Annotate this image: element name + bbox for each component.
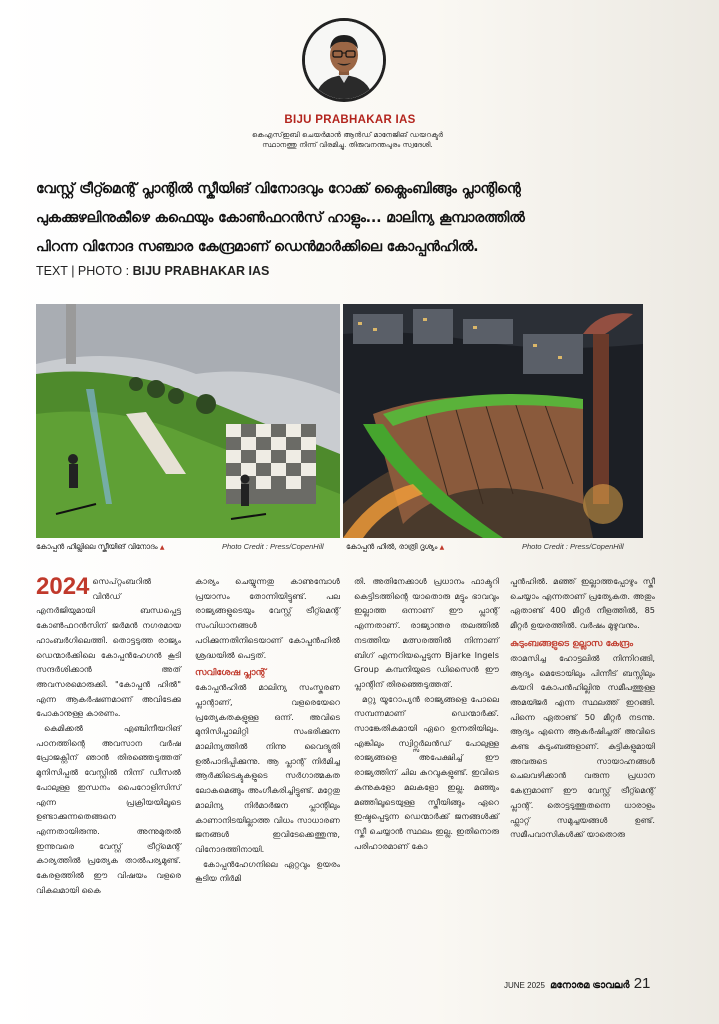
paragraph: താമസിച്ച ഹോട്ടലിൽ നിന്നിറങ്ങി, ആദ്യം മെട്രോയിലും പിന്നീട് ബസ്സിലും കയറി കോപൻഹില്ലിനു സമീപത്തുള്ള അമയ്ജർ എന്ന സ്ഥലത്ത് ഇറങ്ങി. പിന്നെ ഏതാണ്ട് 50 മീറ്റർ നടന്നു. ആദ്യം എന്നെ ആകർഷിച്ചത് അവിടെ കണ്ട കുടുംബങ്ങളാണ്. കുട്ടികളുമായി അവരുടെ സായാഹ്നങ്ങൾ ചെലവഴിക്കാൻ വരുന്ന പ്രധാന കേന്ദ്രമാണ് ഈ വേസ്റ്റ് ട്രീറ്റ്മെന്റ് പ്ലാന്റ്. തൊട്ടടുത്തുതന്നെ ധാരാളം ഫ്ലാറ്റ് സമുച്ചയങ്ങൾ ഉണ്ട്. സമീപവാസികൾക്ക് യാതൊരു bbox=[510, 652, 655, 840]
paragraph: കോപ്പൻഹേഗനിലെ ഏറ്റവും ഉയരം കൂടിയ നിർമി bbox=[195, 858, 340, 884]
paragraph: തി. അതിനേക്കാൾ പ്രധാനം ഫാക്ടറി കെട്ടിടത്തിന്റെ യാതൊരു മട്ടും ഭാവവും ഇല്ലാത്ത ഒന്നാണ് ഈ പ്ലാന്റ് എന്നതാണ്. രാജ്യാന്തര തലത്തിൽ നടത്തിയ മത്സരത്തിൽ നിന്നാണ് ബിഗ് എന്നറിയപ്പെടുന്ന Bjarke Ingels Group കമ്പനിയുടെ ഡിസൈൻ ഈ പ്ലാന്റിന് തിരഞ്ഞെടുത്തത്. bbox=[354, 576, 499, 689]
caption-photo-1-text: കോപ്പൻ ഹില്ലിലെ സ്കീയിങ് വിനോദം bbox=[36, 542, 158, 551]
page-footer bbox=[504, 975, 650, 992]
photo-skiing-slope bbox=[36, 304, 340, 538]
article-column-4 bbox=[510, 574, 655, 842]
caption-photo-1 bbox=[36, 542, 164, 552]
footer-brand: മനോരമ ട്രാവലർ bbox=[550, 980, 630, 991]
article-deck bbox=[36, 175, 676, 262]
article-column-1 bbox=[36, 574, 181, 897]
footer-issue: JUNE 2025 bbox=[504, 981, 545, 990]
section-heading-family-recreation: കുടുംബങ്ങളുടെ ഉല്ലാസ കേന്ദ്രം bbox=[510, 638, 633, 649]
byline-name: BIJU PRABHAKAR IAS bbox=[132, 264, 270, 278]
deck-line-1: വേസ്റ്റ് ട്രീറ്റ്മെന്റ് പ്ലാന്റിൽ സ്കീയിങ് വിനോദവും റോക്ക് ക്ലൈംബിങ്ങും പ്ലാന്റിന്റെ bbox=[36, 181, 521, 197]
author-description bbox=[205, 130, 490, 150]
page-number: 21 bbox=[633, 975, 651, 992]
paragraph: കോപ്പൻഹിൽ മാലിന്യ സംസ്കരണ പ്ലാന്റാണ്, വളരെയേറെ പ്രത്യേകതകളുള്ള ഒന്ന്. അവിടെ മുനിസിപ്പാലിറ്റി സംഭരിക്കുന്ന മാലിന്യത്തിൽ നിന്നു വൈദ്യുതി ഉൽപാദിപ്പിക്കുന്നു. ആ പ്ലാന്റ് നിർമിച്ച ആർക്കിടെക്ടുകളുടെ സർഗാത്മകത ലോകമെങ്ങും അംഗീകരിച്ചിട്ടുണ്ട്. മറ്റേതു മാലിന്യ നിർമാർജന പ്ലാന്റിലും കാണാനിടയില്ലാത്ത വിധം സാധാരണ ജനങ്ങൾ ഇവിടേക്കെത്തുന്നു, വിനോദത്തിനായി. bbox=[195, 682, 340, 854]
deck-line-3: പിറന്ന വിനോദ സഞ്ചാര കേന്ദ്രമാണ് ഡെൻമാർക്കിലെ കോപ്പൻഹിൽ. bbox=[36, 239, 479, 255]
deck-line-2: പുകക്കുഴലിനുകീഴെ കഫെയും കോൺഫറൻസ് ഹാളും... മാലിന്യ കൂമ്പാരത്തിൽ bbox=[36, 210, 525, 226]
paragraph: മറ്റു യൂറോപ്യൻ രാജ്യങ്ങളെ പോലെ സമ്പന്നമാണ് ഡെന്മാർക്ക്. സാങ്കേതികമായി ഏറെ ഉന്നതിയിലും. എങ്കിലും സ്വിറ്റ്സർലൻഡ് പോലുള്ള രാജ്യങ്ങളെ അപേക്ഷിച്ച് ഈ രാജ്യത്തിന് ചില കുറവുകളുണ്ട്. ഇവിടെ കുന്നുകളോ മലകളോ ഇല്ല. മഞ്ഞും മഞ്ഞിലൂടെയുള്ള സ്കീയിങ്ങും ഏറെ ഇഷ്ടപ്പെടുന്ന ഡെന്മാർക്ക് ജനങ്ങൾക്ക് സ്കീ ചെയ്യാൻ സ്ഥലം ഇല്ല. ഇതിനൊരു പരിഹാരമാണ് കോ bbox=[354, 693, 499, 851]
article-column-2 bbox=[195, 574, 340, 886]
photo-copenhill-night bbox=[343, 304, 643, 538]
byline-prefix: TEXT | PHOTO : bbox=[36, 264, 130, 278]
section-heading-special-plant: സവിശേഷ പ്ലാന്റ് bbox=[195, 668, 267, 679]
paragraph: പ്പൻഹിൽ. മഞ്ഞ് ഇല്ലാത്തപ്പോഴും സ്കീ ചെയ്യാം എന്നതാണ് പ്രത്യേകത. അതും ഏതാണ്ട് 400 മീറ്റർ നീളത്തിൽ, 85 മീറ്റർ ഉയരത്തിൽ. വർഷം മുഴുവനും. bbox=[510, 576, 655, 631]
author-name: BIJU PRABHAKAR IAS bbox=[284, 114, 416, 126]
author-portrait bbox=[302, 18, 386, 102]
article-column-3 bbox=[354, 574, 499, 853]
author-description-line2: സ്ഥാനത്തു നിന്ന് വിരമിച്ചു. തിരുവനന്തപുരം സ്വദേശി. bbox=[262, 140, 433, 149]
caption-photo-2 bbox=[346, 542, 444, 552]
triangle-marker-icon: ▲ bbox=[159, 544, 165, 551]
drop-number: 2024 bbox=[36, 573, 90, 600]
credit-photo-2: Photo Credit : Press/CopenHill bbox=[522, 542, 624, 551]
caption-photo-2-text: കോപ്പൻ ഹിൽ, രാത്രി ദൃശ്യം bbox=[346, 542, 438, 551]
paragraph: കെമിക്കൽ എഞ്ചിനീയറിങ് പഠനത്തിന്റെ അവസാന വർഷ പ്രോജക്റ്റിന് ഞാൻ തിരഞ്ഞെടുത്തത് മുനിസിപ്പൽ വേസ്റ്റിൽ നിന്ന് ഡീസൽ പോലുള്ള ഇന്ധനം പൈറോളിസിസ് എന്ന പ്രക്രിയയിലൂടെ ഉണ്ടാക്കുന്നതെങ്ങനെ എന്നതായിരുന്നു. അന്നുമുതൽ ഇന്നുവരെ വേസ്റ്റ് ട്രീറ്റ്മെന്റ് കാര്യത്തിൽ പ്രത്യേക താൽപര്യമുണ്ട്. കേരളത്തിൽ ഈ വിഷയം വളരെ വികലമായി കൈ bbox=[36, 723, 181, 895]
credit-photo-1: Photo Credit : Press/CopenHill bbox=[222, 542, 324, 551]
byline bbox=[36, 264, 269, 278]
triangle-marker-icon: ▲ bbox=[439, 544, 445, 551]
author-description-line1: കെഎസ്ഇബി ചെയർമാൻ ആൻഡ് മാനേജിങ് ഡയറക്ടർ bbox=[251, 130, 444, 139]
paragraph: കാര്യം ചെയ്യുന്നതു കാണുമ്പോൾ പ്രയാസം തോന്നിയിട്ടുണ്ട്. പല രാജ്യങ്ങളുടെയും വേസ്റ്റ് ട്രീറ്റ്മെന്റ് സംവിധാനങ്ങൾ പഠിക്കുന്നതിനിടെയാണ് കോപ്പൻഹിൽ ശ്രദ്ധയിൽ പെട്ടത്. bbox=[195, 576, 340, 660]
paragraph: സെപ്റ്റംബറിൽ വിൻഡ് എനർജിയുമായി ബന്ധപ്പെട്ട കോൺഫറൻസിന് ജർമൻ നഗരമായ ഹാംബർഗിലെത്തി. തൊട്ടടുത്ത രാജ്യം ഡെന്മാർക്കിലെ കോപ്പൻഹേഗൻ കൂടി സന്ദർശിക്കാൻ അത് അവസരമൊരുക്കി. "കോപ്പൻ ഹിൽ" എന്ന ആകർഷണമാണ് അവിടേക്കു പോകാനുള്ള കാരണം. bbox=[36, 576, 181, 719]
